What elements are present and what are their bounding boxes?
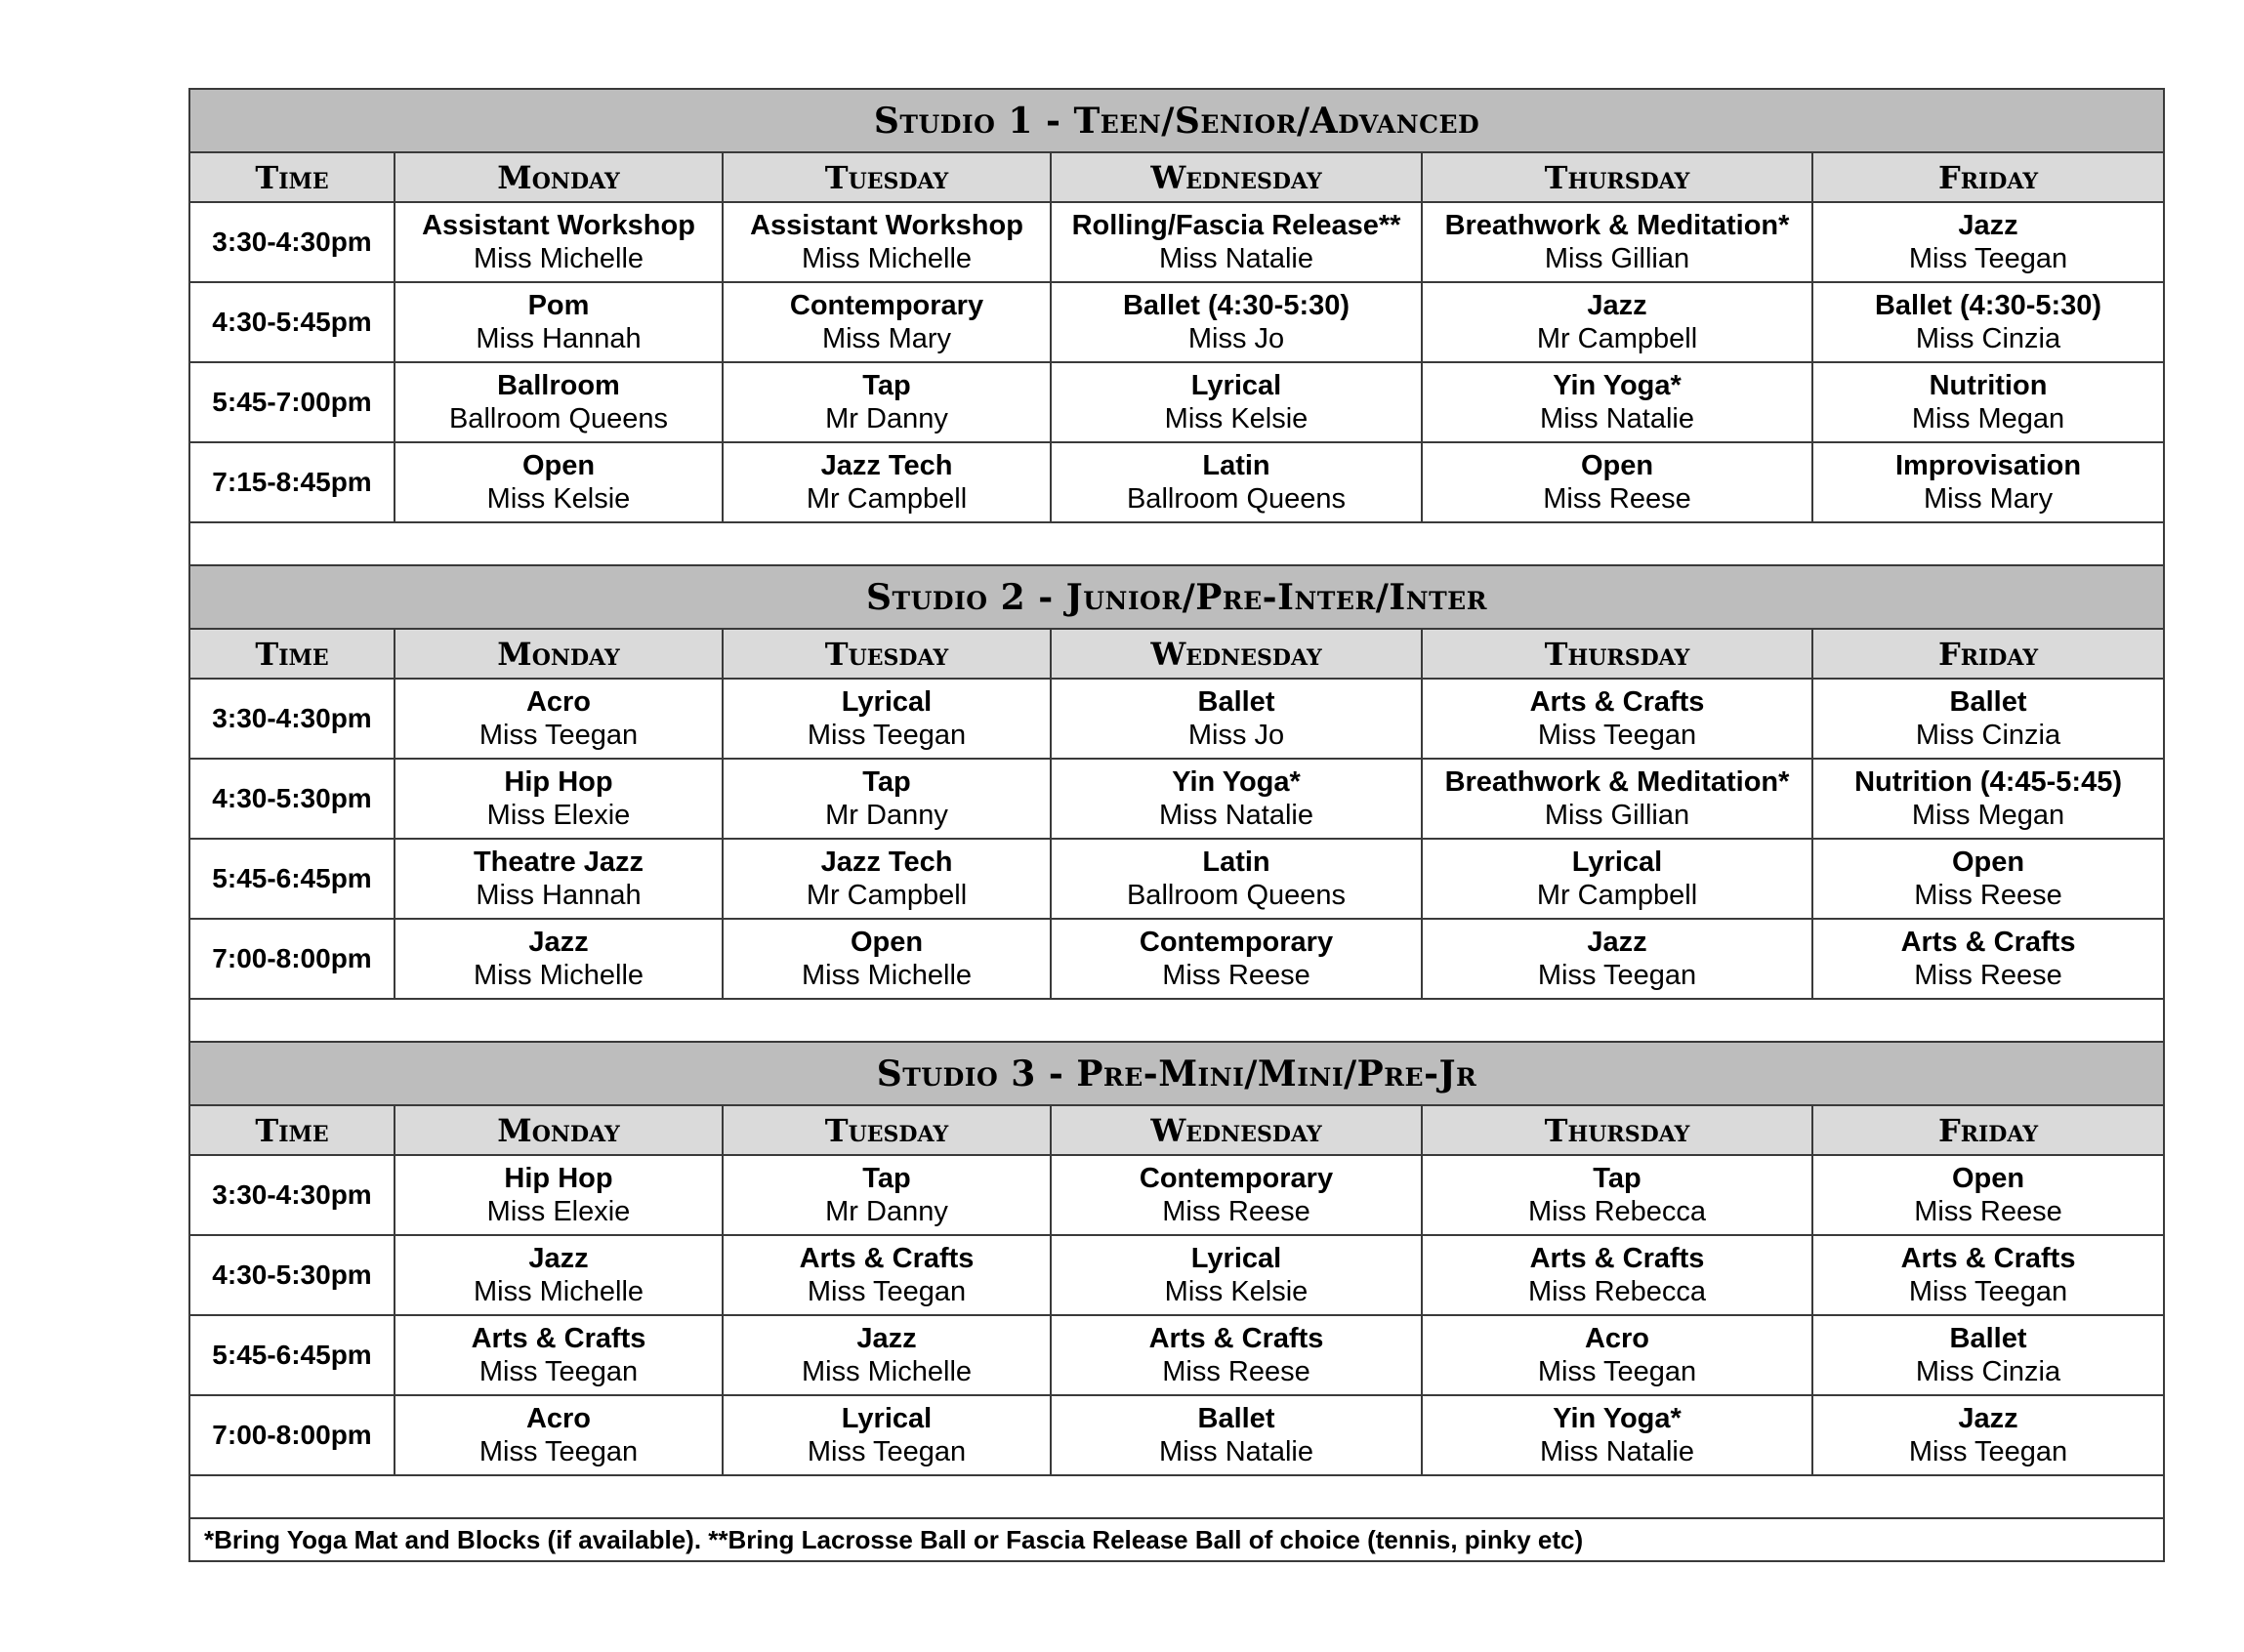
teacher-name: Miss Cinzia xyxy=(1915,1356,2061,1387)
class-name: Jazz xyxy=(528,1243,589,1274)
class-cell-friday xyxy=(1812,1395,2164,1475)
teacher-name: Miss Megan xyxy=(1911,403,2065,434)
column-header-friday: Friday xyxy=(1812,1105,2164,1155)
teacher-name: Miss Teegan xyxy=(1908,1276,2068,1307)
teacher-name: Miss Reese xyxy=(1914,960,2062,991)
time-slot: 7:00-8:00pm xyxy=(189,1395,395,1475)
class-name: Lyrical xyxy=(841,1403,933,1434)
teacher-name: Miss Reese xyxy=(1162,960,1310,991)
teacher-name: Miss Hannah xyxy=(476,880,642,911)
column-header-time: Time xyxy=(189,1105,395,1155)
column-header-wednesday: Wednesday xyxy=(1051,629,1422,679)
class-cell-thursday xyxy=(1422,839,1812,919)
class-cell-wednesday xyxy=(1051,442,1422,522)
teacher-name: Miss Michelle xyxy=(801,960,973,991)
teacher-name: Miss Natalie xyxy=(1159,1436,1313,1467)
studio-2-day-header-row xyxy=(189,629,2164,679)
class-cell-wednesday xyxy=(1051,202,1422,282)
table-row xyxy=(189,759,2164,839)
class-name: Jazz xyxy=(1958,1403,2018,1434)
column-header-time: Time xyxy=(189,629,395,679)
class-cell-tuesday xyxy=(723,839,1051,919)
class-name: Latin xyxy=(1202,450,1270,481)
spacer-cell xyxy=(189,1475,2164,1518)
class-name: Arts & Crafts xyxy=(1529,686,1705,718)
time-slot: 4:30-5:30pm xyxy=(189,759,395,839)
teacher-name: Miss Teegan xyxy=(807,1276,967,1307)
teacher-name: Miss Kelsie xyxy=(486,483,631,515)
teacher-name: Miss Jo xyxy=(1187,720,1285,751)
class-name: Open xyxy=(850,927,924,958)
teacher-name: Miss Teegan xyxy=(478,1356,639,1387)
class-cell-monday xyxy=(395,1315,723,1395)
class-cell-tuesday xyxy=(723,759,1051,839)
teacher-name: Miss Natalie xyxy=(1540,403,1694,434)
class-cell-wednesday xyxy=(1051,1395,1422,1475)
class-name: Pom xyxy=(527,290,590,321)
class-cell-thursday xyxy=(1422,919,1812,999)
class-cell-friday xyxy=(1812,759,2164,839)
class-cell-thursday xyxy=(1422,202,1812,282)
class-name: Ballet xyxy=(1949,686,2027,718)
class-cell-friday xyxy=(1812,679,2164,759)
class-name: Contemporary xyxy=(789,290,984,321)
class-cell-friday xyxy=(1812,442,2164,522)
class-name: Yin Yoga* xyxy=(1553,370,1682,401)
footnote-row xyxy=(189,1518,2164,1561)
teacher-name: Miss Michelle xyxy=(473,960,644,991)
class-name: Assistant Workshop xyxy=(422,210,695,241)
class-cell-thursday xyxy=(1422,679,1812,759)
teacher-name: Ballroom Queens xyxy=(1126,880,1347,911)
class-cell-thursday xyxy=(1422,1395,1812,1475)
column-header-monday: Monday xyxy=(395,152,723,202)
column-header-tuesday: Tuesday xyxy=(723,152,1051,202)
teacher-name: Miss Reese xyxy=(1162,1196,1310,1227)
time-slot: 3:30-4:30pm xyxy=(189,1155,395,1235)
class-cell-monday xyxy=(395,919,723,999)
teacher-name: Miss Teegan xyxy=(478,1436,639,1467)
teacher-name: Ballroom Queens xyxy=(448,403,669,434)
class-cell-tuesday xyxy=(723,1395,1051,1475)
teacher-name: Miss Natalie xyxy=(1540,1436,1694,1467)
teacher-name: Ballroom Queens xyxy=(1126,483,1347,515)
teacher-name: Miss Mary xyxy=(821,323,952,354)
class-cell-friday xyxy=(1812,282,2164,362)
column-header-monday: Monday xyxy=(395,629,723,679)
class-cell-tuesday xyxy=(723,362,1051,442)
class-name: Ballroom xyxy=(497,370,620,401)
teacher-name: Miss Jo xyxy=(1187,323,1285,354)
table-row xyxy=(189,202,2164,282)
class-cell-friday xyxy=(1812,1155,2164,1235)
studio-3-title: Studio 3 - Pre-Mini/Mini/Pre-Jr xyxy=(189,1042,2164,1105)
class-cell-tuesday xyxy=(723,679,1051,759)
teacher-name: Miss Teegan xyxy=(1537,1356,1697,1387)
column-header-friday: Friday xyxy=(1812,629,2164,679)
class-cell-monday xyxy=(395,679,723,759)
teacher-name: Mr Danny xyxy=(825,403,948,434)
class-cell-wednesday xyxy=(1051,282,1422,362)
class-name: Theatre Jazz xyxy=(473,847,644,878)
teacher-name: Miss Reese xyxy=(1543,483,1691,515)
spacer-cell xyxy=(189,999,2164,1042)
class-name: Arts & Crafts xyxy=(1148,1323,1324,1354)
table-row xyxy=(189,1155,2164,1235)
class-cell-wednesday xyxy=(1051,839,1422,919)
class-name: Open xyxy=(1951,847,2025,878)
class-name: Ballet xyxy=(1197,686,1275,718)
time-slot: 7:15-8:45pm xyxy=(189,442,395,522)
teacher-name: Miss Teegan xyxy=(478,720,639,751)
table-row xyxy=(189,839,2164,919)
class-name: Tap xyxy=(862,766,911,798)
class-name: Yin Yoga* xyxy=(1553,1403,1682,1434)
class-cell-thursday xyxy=(1422,1155,1812,1235)
class-name: Jazz xyxy=(1587,290,1647,321)
teacher-name: Miss Natalie xyxy=(1159,800,1313,831)
class-cell-thursday xyxy=(1422,1315,1812,1395)
column-header-thursday: Thursday xyxy=(1422,629,1812,679)
class-name: Jazz xyxy=(1958,210,2018,241)
class-name: Tap xyxy=(862,1163,911,1194)
class-name: Hip Hop xyxy=(504,1163,613,1194)
class-name: Jazz xyxy=(528,927,589,958)
teacher-name: Miss Cinzia xyxy=(1915,323,2061,354)
column-header-wednesday: Wednesday xyxy=(1051,1105,1422,1155)
teacher-name: Miss Reese xyxy=(1914,1196,2062,1227)
class-schedule-table xyxy=(188,88,2165,1562)
column-header-monday: Monday xyxy=(395,1105,723,1155)
class-cell-wednesday xyxy=(1051,679,1422,759)
class-name: Lyrical xyxy=(1571,847,1663,878)
teacher-name: Miss Michelle xyxy=(473,243,644,274)
teacher-name: Miss Teegan xyxy=(1537,960,1697,991)
class-name: Tap xyxy=(1593,1163,1641,1194)
table-row xyxy=(189,1315,2164,1395)
class-name: Arts & Crafts xyxy=(1900,1243,2076,1274)
class-cell-friday xyxy=(1812,202,2164,282)
class-cell-thursday xyxy=(1422,282,1812,362)
teacher-name: Mr Danny xyxy=(825,1196,948,1227)
teacher-name: Miss Teegan xyxy=(1908,243,2068,274)
class-name: Breathwork & Meditation* xyxy=(1444,210,1790,241)
table-row xyxy=(189,1395,2164,1475)
class-cell-wednesday xyxy=(1051,759,1422,839)
table-row xyxy=(189,1235,2164,1315)
table-row xyxy=(189,362,2164,442)
class-name: Arts & Crafts xyxy=(799,1243,975,1274)
class-name: Nutrition xyxy=(1929,370,2048,401)
class-name: Acro xyxy=(1584,1323,1650,1354)
class-cell-tuesday xyxy=(723,1155,1051,1235)
teacher-name: Miss Michelle xyxy=(473,1276,644,1307)
class-cell-tuesday xyxy=(723,442,1051,522)
class-name: Jazz Tech xyxy=(820,847,953,878)
table-row xyxy=(189,919,2164,999)
class-name: Arts & Crafts xyxy=(1529,1243,1705,1274)
teacher-name: Miss Teegan xyxy=(807,1436,967,1467)
teacher-name: Miss Teegan xyxy=(1908,1436,2068,1467)
class-name: Hip Hop xyxy=(504,766,613,798)
class-cell-friday xyxy=(1812,1315,2164,1395)
studio-1-title-row xyxy=(189,89,2164,152)
time-slot: 5:45-6:45pm xyxy=(189,1315,395,1395)
class-cell-monday xyxy=(395,202,723,282)
teacher-name: Miss Rebecca xyxy=(1527,1276,1707,1307)
class-cell-tuesday xyxy=(723,919,1051,999)
class-name: Jazz xyxy=(1587,927,1647,958)
teacher-name: Mr Campbell xyxy=(806,880,968,911)
spacer-row xyxy=(189,522,2164,565)
class-cell-wednesday xyxy=(1051,1315,1422,1395)
table-row xyxy=(189,679,2164,759)
teacher-name: Miss Reese xyxy=(1914,880,2062,911)
class-cell-monday xyxy=(395,839,723,919)
studio-1-day-header-row xyxy=(189,152,2164,202)
teacher-name: Miss Reese xyxy=(1162,1356,1310,1387)
class-cell-thursday xyxy=(1422,442,1812,522)
class-name: Rolling/Fascia Release** xyxy=(1071,210,1401,241)
spacer-row xyxy=(189,1475,2164,1518)
class-name: Contemporary xyxy=(1139,1163,1334,1194)
time-slot: 5:45-7:00pm xyxy=(189,362,395,442)
class-cell-monday xyxy=(395,1395,723,1475)
teacher-name: Miss Kelsie xyxy=(1164,403,1309,434)
schedule-body xyxy=(189,89,2164,1561)
class-cell-wednesday xyxy=(1051,919,1422,999)
class-name: Open xyxy=(1951,1163,2025,1194)
class-cell-friday xyxy=(1812,1235,2164,1315)
class-name: Ballet (4:30-5:30) xyxy=(1122,290,1351,321)
class-name: Ballet xyxy=(1197,1403,1275,1434)
time-slot: 7:00-8:00pm xyxy=(189,919,395,999)
studio-1-title: Studio 1 - Teen/Senior/Advanced xyxy=(189,89,2164,152)
class-name: Open xyxy=(1580,450,1654,481)
spacer-cell xyxy=(189,522,2164,565)
class-name: Arts & Crafts xyxy=(1900,927,2076,958)
time-slot: 3:30-4:30pm xyxy=(189,679,395,759)
column-header-thursday: Thursday xyxy=(1422,1105,1812,1155)
class-name: Yin Yoga* xyxy=(1172,766,1301,798)
class-name: Tap xyxy=(862,370,911,401)
column-header-wednesday: Wednesday xyxy=(1051,152,1422,202)
class-cell-monday xyxy=(395,759,723,839)
class-name: Open xyxy=(521,450,596,481)
teacher-name: Mr Campbell xyxy=(1536,880,1698,911)
spacer-row xyxy=(189,999,2164,1042)
class-name: Ballet (4:30-5:30) xyxy=(1874,290,2102,321)
teacher-name: Miss Megan xyxy=(1911,800,2065,831)
class-cell-wednesday xyxy=(1051,1235,1422,1315)
column-header-thursday: Thursday xyxy=(1422,152,1812,202)
teacher-name: Miss Hannah xyxy=(476,323,642,354)
class-cell-tuesday xyxy=(723,202,1051,282)
teacher-name: Miss Teegan xyxy=(1537,720,1697,751)
teacher-name: Miss Cinzia xyxy=(1915,720,2061,751)
class-name: Nutrition (4:45-5:45) xyxy=(1854,766,2122,798)
class-cell-monday xyxy=(395,1235,723,1315)
table-row xyxy=(189,282,2164,362)
teacher-name: Miss Rebecca xyxy=(1527,1196,1707,1227)
studio-2-title: Studio 2 - Junior/Pre-Inter/Inter xyxy=(189,565,2164,629)
class-cell-monday xyxy=(395,282,723,362)
teacher-name: Miss Michelle xyxy=(801,243,973,274)
teacher-name: Mr Danny xyxy=(825,800,948,831)
column-header-tuesday: Tuesday xyxy=(723,1105,1051,1155)
class-name: Lyrical xyxy=(1190,1243,1282,1274)
studio-2-title-row xyxy=(189,565,2164,629)
class-cell-friday xyxy=(1812,362,2164,442)
column-header-tuesday: Tuesday xyxy=(723,629,1051,679)
class-cell-friday xyxy=(1812,919,2164,999)
teacher-name: Miss Mary xyxy=(1923,483,2054,515)
class-cell-wednesday xyxy=(1051,1155,1422,1235)
class-cell-tuesday xyxy=(723,1235,1051,1315)
teacher-name: Miss Teegan xyxy=(807,720,967,751)
teacher-name: Miss Elexie xyxy=(486,800,631,831)
time-slot: 3:30-4:30pm xyxy=(189,202,395,282)
class-name: Assistant Workshop xyxy=(750,210,1023,241)
class-cell-tuesday xyxy=(723,1315,1051,1395)
class-name: Acro xyxy=(525,1403,592,1434)
class-cell-monday xyxy=(395,362,723,442)
teacher-name: Miss Elexie xyxy=(486,1196,631,1227)
column-header-time: Time xyxy=(189,152,395,202)
class-name: Contemporary xyxy=(1139,927,1334,958)
time-slot: 4:30-5:30pm xyxy=(189,1235,395,1315)
teacher-name: Miss Natalie xyxy=(1159,243,1313,274)
class-name: Jazz Tech xyxy=(820,450,953,481)
time-slot: 5:45-6:45pm xyxy=(189,839,395,919)
class-cell-thursday xyxy=(1422,362,1812,442)
teacher-name: Miss Gillian xyxy=(1544,243,1690,274)
class-cell-wednesday xyxy=(1051,362,1422,442)
studio-3-title-row xyxy=(189,1042,2164,1105)
teacher-name: Miss Kelsie xyxy=(1164,1276,1309,1307)
footnote: *Bring Yoga Mat and Blocks (if available). **Bring Lacrosse Ball or Fascia Release Ball of choice (tennis, pinky etc) xyxy=(189,1518,2164,1561)
class-name: Jazz xyxy=(856,1323,917,1354)
teacher-name: Miss Michelle xyxy=(801,1356,973,1387)
class-cell-thursday xyxy=(1422,1235,1812,1315)
table-row xyxy=(189,442,2164,522)
class-name: Breathwork & Meditation* xyxy=(1444,766,1790,798)
class-name: Latin xyxy=(1202,847,1270,878)
studio-3-day-header-row xyxy=(189,1105,2164,1155)
class-name: Improvisation xyxy=(1894,450,2082,481)
teacher-name: Miss Gillian xyxy=(1544,800,1690,831)
class-cell-tuesday xyxy=(723,282,1051,362)
class-name: Arts & Crafts xyxy=(471,1323,646,1354)
class-name: Lyrical xyxy=(1190,370,1282,401)
class-cell-monday xyxy=(395,442,723,522)
time-slot: 4:30-5:45pm xyxy=(189,282,395,362)
teacher-name: Mr Campbell xyxy=(806,483,968,515)
class-cell-monday xyxy=(395,1155,723,1235)
class-name: Lyrical xyxy=(841,686,933,718)
class-cell-thursday xyxy=(1422,759,1812,839)
class-name: Acro xyxy=(525,686,592,718)
teacher-name: Mr Campbell xyxy=(1536,323,1698,354)
class-cell-friday xyxy=(1812,839,2164,919)
class-name: Ballet xyxy=(1949,1323,2027,1354)
column-header-friday: Friday xyxy=(1812,152,2164,202)
